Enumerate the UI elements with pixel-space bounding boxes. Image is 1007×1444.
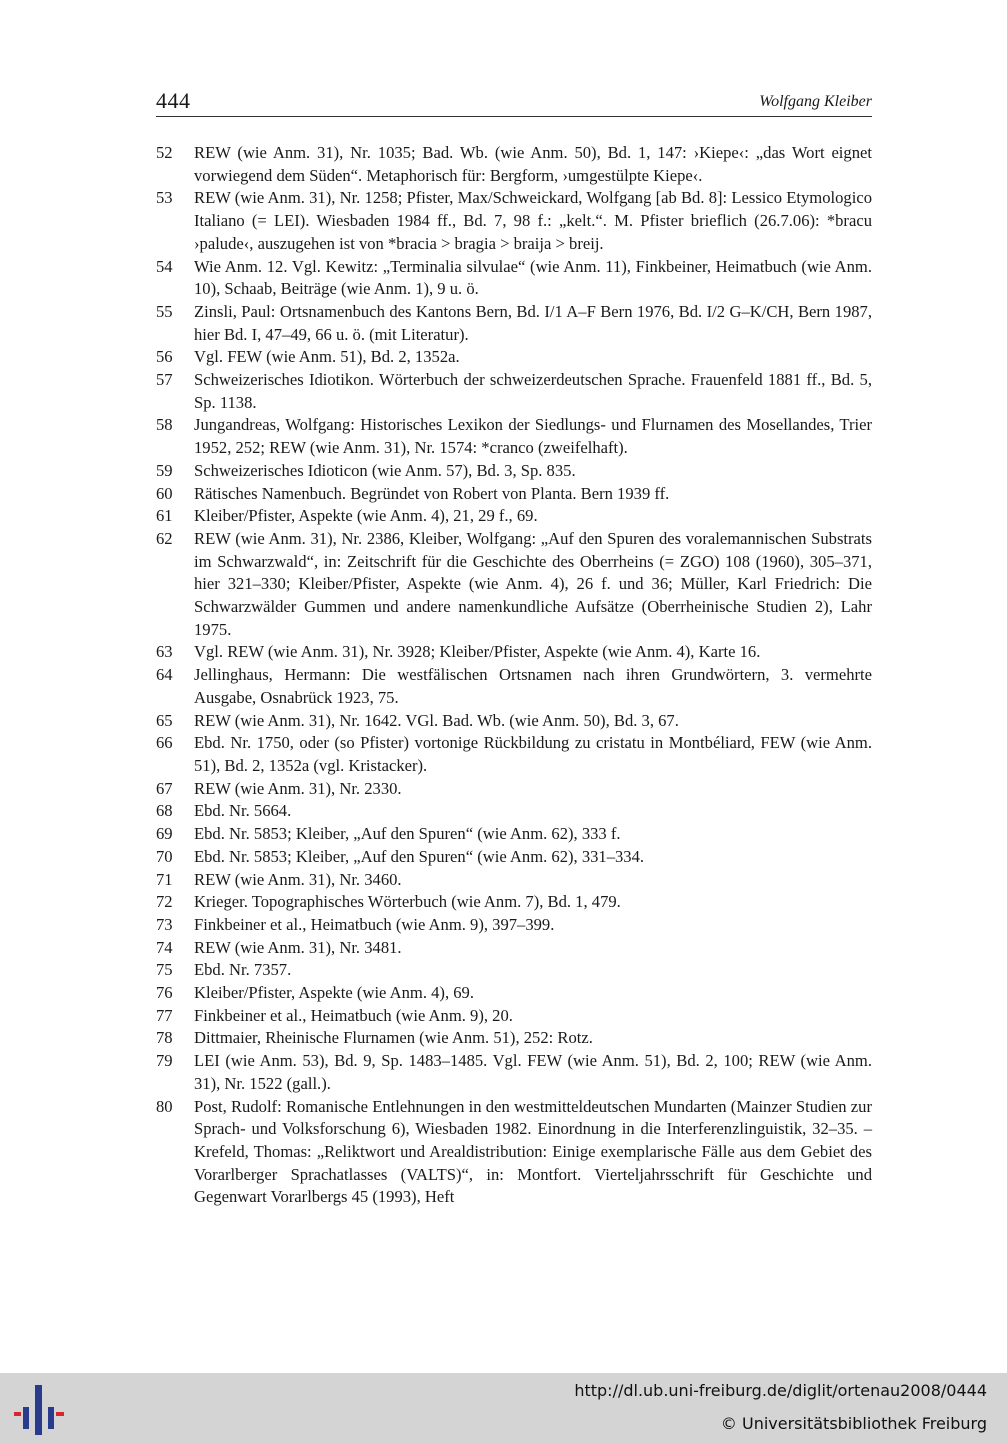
footnote-number: 61 xyxy=(156,506,173,526)
footnote-item xyxy=(156,142,872,187)
footnote-text: REW (wie Anm. 31), Nr. 1642. VGl. Bad. Wb. (wie Anm. 50), Bd. 3, 67. xyxy=(194,710,679,730)
footnote-number: 66 xyxy=(156,733,173,753)
footnote-text: Kleiber/Pfister, Aspekte (wie Anm. 4), 69. xyxy=(194,983,474,1003)
footer-bar xyxy=(0,1373,1007,1444)
footnote-number: 67 xyxy=(156,778,173,798)
footnote-text: LEI (wie Anm. 53), Bd. 9, Sp. 1483–1485. Vgl. FEW (wie Anm. 51), Bd. 2, 100; REW (wie Anm. 31), Nr. 1522 (gall.). xyxy=(194,1051,872,1093)
footnote-text: REW (wie Anm. 31), Nr. 2386, Kleiber, Wolfgang: „Auf den Spuren des voralemannischen Substrats im Schwarzwald“, in: Zeitschrift für die Geschichte des Oberrheins (= ZGO) 108 (1960), 305–371, hier 321–330; Kleiber/Pfister, Aspekte (wie Anm. 4), 26 f. und 36; Müller, Karl Friedrich: Die Schwarzwälder Gummen und andere namenkundliche Aufsätze (Oberrheinische Studien 2), Lahr 1975. xyxy=(194,528,872,639)
footnote-item xyxy=(156,732,872,777)
footnote-number: 55 xyxy=(156,301,173,321)
footnote-item xyxy=(156,937,872,960)
footnote-text: Ebd. Nr. 5664. xyxy=(194,801,292,821)
footnote-item xyxy=(156,891,872,914)
running-head: Wolfgang Kleiber xyxy=(759,93,872,110)
footnote-item xyxy=(156,959,872,982)
footnote-text: Vgl. FEW (wie Anm. 51), Bd. 2, 1352a. xyxy=(194,347,460,367)
footnote-number: 54 xyxy=(156,256,173,276)
footnote-number: 56 xyxy=(156,347,173,367)
footnote-number: 74 xyxy=(156,937,173,957)
footnote-item xyxy=(156,800,872,823)
footnote-text: Jellinghaus, Hermann: Die westfälischen Ortsnamen nach ihren Grundwörtern, 3. vermehrte Ausgabe, Osnabrück 1923, 75. xyxy=(194,665,872,707)
footnote-item xyxy=(156,778,872,801)
footnote-item xyxy=(156,914,872,937)
footnote-item xyxy=(156,528,872,642)
footnote-number: 68 xyxy=(156,801,173,821)
footnote-list xyxy=(156,142,872,1209)
footnote-text: REW (wie Anm. 31), Nr. 2330. xyxy=(194,778,402,798)
footnote-text: Finkbeiner et al., Heimatbuch (wie Anm. 9), 397–399. xyxy=(194,914,555,934)
footnote-text: Ebd. Nr. 5853; Kleiber, „Auf den Spuren“ (wie Anm. 62), 333 f. xyxy=(194,824,621,844)
footer-url-link[interactable]: http://dl.ub.uni-freiburg.de/diglit/ortenau2008/0444 xyxy=(574,1381,987,1400)
footnote-number: 52 xyxy=(156,143,173,162)
footnote-text: REW (wie Anm. 31), Nr. 3460. xyxy=(194,869,402,889)
footnote-number: 71 xyxy=(156,869,173,889)
footnote-item xyxy=(156,1050,872,1095)
footnote-text: REW (wie Anm. 31), Nr. 1258; Pfister, Max/Schweickard, Wolfgang [ab Bd. 8]: Lessico Etymologico Italiano (= LEI). Wiesbaden 1984 ff., Bd. 7, 98 f.: „kelt.“. M. Pfister brieflich (26.7.06): *bracu ›palude‹, auszugehen ist von *bracia > bragia > braija > breij. xyxy=(194,188,872,253)
footnote-item xyxy=(156,710,872,733)
footnote-item xyxy=(156,414,872,459)
footnote-item xyxy=(156,505,872,528)
page-number: 444 xyxy=(156,88,191,113)
footnote-text: Kleiber/Pfister, Aspekte (wie Anm. 4), 21, 29 f., 69. xyxy=(194,506,538,526)
footnote-number: 75 xyxy=(156,960,173,980)
footnote-text: Zinsli, Paul: Ortsnamenbuch des Kantons Bern, Bd. I/1 A–F Bern 1976, Bd. I/2 G–K/CH, Bern 1987, hier Bd. I, 47–49, 66 u. ö. (mit Literatur). xyxy=(194,301,872,344)
footnote-number: 64 xyxy=(156,665,173,685)
footnote-number: 80 xyxy=(156,1096,173,1116)
footnote-item xyxy=(156,1096,872,1210)
footnote-text: Ebd. Nr. 5853; Kleiber, „Auf den Spuren“ (wie Anm. 62), 331–334. xyxy=(194,846,645,866)
footnote-text: Krieger. Topographisches Wörterbuch (wie Anm. 7), Bd. 1, 479. xyxy=(194,892,621,912)
footnote-number: 65 xyxy=(156,710,173,730)
footnote-text: Post, Rudolf: Romanische Entlehnungen in den westmitteldeutschen Mundarten (Mainzer Studien zur Sprach- und Volksforschung 6), Wiesbaden 1982. Einordnung in die Interferenzlinguistik, 32–35. – Krefeld, Thomas: „Reliktwort und Arealdistribution: Einige exemplarische Fälle aus dem Gebiet des Vorarlberger Sprachatlasses (VALTS)“, in: Montfort. Vierteljahrsschrift für Geschichte und Gegenwart Vorarlbergs 45 (1993), Heft xyxy=(194,1096,872,1207)
ub-freiburg-logo-icon[interactable] xyxy=(14,1385,64,1435)
footnote-text: Finkbeiner et al., Heimatbuch (wie Anm. 9), 20. xyxy=(194,1005,513,1025)
footer-copyright: © Universitätsbibliothek Freiburg xyxy=(720,1414,987,1433)
footnote-item xyxy=(156,823,872,846)
footnote-number: 78 xyxy=(156,1028,173,1048)
footnote-text: Ebd. Nr. 7357. xyxy=(194,960,292,980)
footnote-number: 59 xyxy=(156,460,173,480)
footnote-text: REW (wie Anm. 31), Nr. 1035; Bad. Wb. (wie Anm. 50), Bd. 1, 147: ›Kiepe‹: „das Wort eignet vorwiegend dem Süden“. Metaphorisch für: Bergform, ›umgestülpte Kiepe‹. xyxy=(194,143,872,185)
footnote-item xyxy=(156,846,872,869)
footnote-item xyxy=(156,256,872,301)
footnote-text: Schweizerisches Idioticon (wie Anm. 57), Bd. 3, Sp. 835. xyxy=(194,460,576,480)
footnote-number: 70 xyxy=(156,846,173,866)
footnote-number: 76 xyxy=(156,983,173,1003)
footnote-text: Vgl. REW (wie Anm. 31), Nr. 3928; Kleiber/Pfister, Aspekte (wie Anm. 4), Karte 16. xyxy=(194,642,761,662)
footnote-text: Wie Anm. 12. Vgl. Kewitz: „Terminalia silvulae“ (wie Anm. 11), Finkbeiner, Heimatbuch (wie Anm. 10), Schaab, Beiträge (wie Anm. 1), 9 u. ö. xyxy=(194,256,872,299)
footnote-item xyxy=(156,664,872,709)
footnote-text: REW (wie Anm. 31), Nr. 3481. xyxy=(194,937,402,957)
footnote-text: Dittmaier, Rheinische Flurnamen (wie Anm. 51), 252: Rotz. xyxy=(194,1028,593,1048)
footnote-number: 73 xyxy=(156,914,173,934)
footnote-number: 63 xyxy=(156,642,173,662)
footnote-number: 53 xyxy=(156,188,173,208)
footnote-text: Schweizerisches Idiotikon. Wörterbuch der schweizerdeutschen Sprache. Frauenfeld 1881 ff., Bd. 5, Sp. 1138. xyxy=(194,370,872,412)
footnote-item xyxy=(156,982,872,1005)
footnote-number: 69 xyxy=(156,824,173,844)
footnote-number: 79 xyxy=(156,1051,173,1071)
footnote-item xyxy=(156,1027,872,1050)
footnote-item xyxy=(156,460,872,483)
footnote-item xyxy=(156,483,872,506)
footnote-item xyxy=(156,301,872,346)
footnote-number: 60 xyxy=(156,483,173,503)
footnote-item xyxy=(156,641,872,664)
footnote-number: 72 xyxy=(156,892,173,912)
footnote-item xyxy=(156,369,872,414)
footnote-number: 62 xyxy=(156,528,173,548)
footnote-item xyxy=(156,346,872,369)
footnote-text: Rätisches Namenbuch. Begründet von Robert von Planta. Bern 1939 ff. xyxy=(194,483,670,503)
footnote-item xyxy=(156,1005,872,1028)
footnote-number: 57 xyxy=(156,370,173,390)
footnote-number: 58 xyxy=(156,415,173,435)
footnote-text: Jungandreas, Wolfgang: Historisches Lexikon der Siedlungs- und Flurnamen des Mosellandes, Trier 1952, 252; REW (wie Anm. 31), Nr. 1574: *cranco (zweifelhaft). xyxy=(194,415,872,458)
footnote-number: 77 xyxy=(156,1005,173,1025)
footnote-item xyxy=(156,187,872,255)
footnote-item xyxy=(156,869,872,892)
footnote-text: Ebd. Nr. 1750, oder (so Pfister) vortonige Rückbildung zu cristatu in Montbéliard, FEW (wie Anm. 51), Bd. 2, 1352a (vgl. Kristacker). xyxy=(194,733,872,775)
header-rule xyxy=(156,116,872,117)
